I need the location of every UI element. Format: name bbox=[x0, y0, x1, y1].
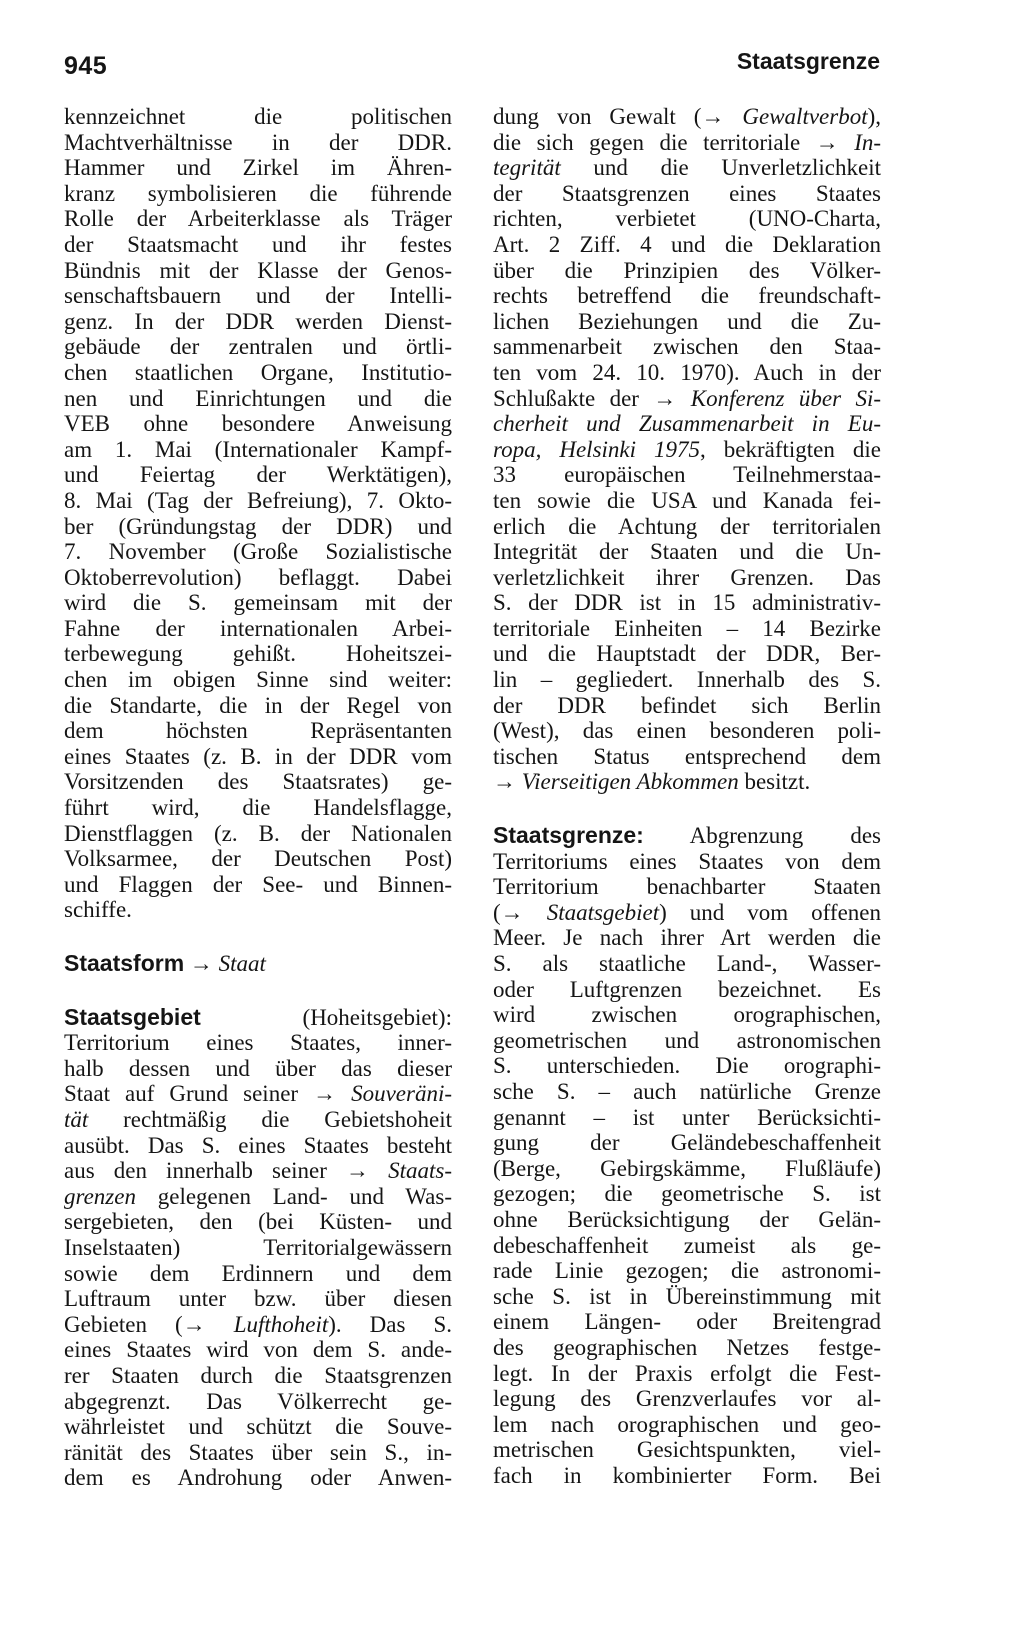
text-line: kennzeichnet die politischen bbox=[64, 104, 452, 129]
entry-staatsgrenze bbox=[493, 823, 881, 1488]
text-line: terbewegung gehißt. Hoheitszei- bbox=[64, 641, 452, 667]
text-line: 7. November (Große Sozialistische bbox=[64, 539, 452, 565]
text-line: Integrität der Staaten und die Un- bbox=[493, 539, 881, 565]
text-line: rade Linie gezogen; die astronomi- bbox=[493, 1258, 881, 1284]
cross-ref-staat[interactable]: Staat bbox=[218, 951, 266, 976]
text-line: sammenarbeit zwischen den Staa- bbox=[493, 334, 881, 360]
cross-ref-arrow: → bbox=[653, 385, 677, 411]
text-line: gebäude der zentralen und örtli- bbox=[64, 334, 452, 360]
text-line: tischen Status entsprechend dem bbox=[493, 743, 881, 769]
text-line: halb dessen und über das dieser bbox=[64, 1055, 452, 1081]
text-line: am 1. Mai (Internationaler Kampf- bbox=[64, 436, 452, 462]
cross-ref-arrow: → bbox=[815, 129, 839, 155]
text-line: Meer. Je nach ihrer Art werden die bbox=[493, 925, 881, 951]
text-line: VEB ohne besondere Anweisung bbox=[64, 411, 452, 437]
left-column bbox=[64, 104, 452, 1491]
entry-staatsgebiet bbox=[64, 1005, 452, 1491]
cross-ref-lufthoheit[interactable]: Lufthoheit bbox=[233, 1311, 329, 1337]
text-line: senschaftsbauern und der Intelli- bbox=[64, 283, 452, 309]
text-line: über die Prinzipien des Völker- bbox=[493, 257, 881, 283]
cross-ref-staatsgrenzen-cont[interactable]: grenzen bbox=[64, 1183, 136, 1209]
text-line: Oktoberrevolution) beflaggt. Dabei bbox=[64, 564, 452, 590]
text-line: S. der DDR ist in 15 administrativ- bbox=[493, 590, 881, 616]
text-line: lichen Beziehungen und die Zu- bbox=[493, 308, 881, 334]
text-line: genannt – ist unter Berücksichti- bbox=[493, 1104, 881, 1130]
text-line: führt wird, die Handelsflagge, bbox=[64, 795, 452, 821]
cross-ref-ksze[interactable]: Konferenz über Si- bbox=[690, 385, 881, 411]
text-line: der DDR befindet sich Berlin bbox=[493, 692, 881, 718]
text-line: Territorium benachbarter Staaten bbox=[493, 874, 881, 900]
text-line: ( bbox=[493, 899, 501, 925]
text-line: Staat auf Grund seiner bbox=[64, 1081, 299, 1107]
text-line: sche S. ist in Übereinstimmung mit bbox=[493, 1283, 881, 1309]
text-line: und die Unverletzlichkeit bbox=[593, 155, 881, 181]
text-line: eines Staates wird von dem S. ande- bbox=[64, 1337, 452, 1363]
text-line: rechtmäßig die Gebietshoheit bbox=[123, 1106, 452, 1132]
text-line: verletzlichkeit ihrer Grenzen. Das bbox=[493, 564, 881, 590]
text-line: S. unterschieden. Die orographi- bbox=[493, 1053, 881, 1079]
text-line: Bündnis mit der Klasse der Genos- bbox=[64, 257, 452, 283]
text-line: Dienstflaggen (z. B. der Nationalen bbox=[64, 820, 452, 846]
text-line: Vorsitzenden des Staatsrates) ge- bbox=[64, 769, 452, 795]
text-line: wird die S. gemeinsam mit der bbox=[64, 590, 452, 616]
text-line: Territorium eines Staates, inner- bbox=[64, 1030, 452, 1056]
text-line: , bekräftigten die bbox=[700, 436, 881, 462]
text-line: eines Staates (z. B. in der DDR vom bbox=[64, 743, 452, 769]
text-line: rer Staaten durch die Staatsgrenzen bbox=[64, 1362, 452, 1388]
text-line: ausübt. Das S. eines Staates besteht bbox=[64, 1132, 452, 1158]
text-line: legung des Grenzverlaufes vor al- bbox=[493, 1386, 881, 1412]
text-line: gelegenen Land- und Was- bbox=[157, 1183, 452, 1209]
text-line: rechts betreffend die freundschaft- bbox=[493, 283, 881, 309]
text-line: Luftraum unter bzw. über diesen bbox=[64, 1286, 452, 1312]
entry-staatsform bbox=[64, 951, 452, 977]
text-line: einem Längen- oder Breitengrad bbox=[493, 1309, 881, 1335]
cross-ref-staatsgebiet[interactable]: Staatsgebiet bbox=[546, 899, 660, 925]
text-line: nen und Einrichtungen und die bbox=[64, 385, 452, 411]
cross-ref-arrow: → bbox=[493, 769, 516, 795]
page-number: 945 bbox=[64, 52, 108, 80]
text-line: metrischen Gesichtspunkten, viel- bbox=[493, 1437, 881, 1463]
cross-ref-arrow: → bbox=[701, 104, 725, 129]
text-line: ten sowie die USA und Kanada fei- bbox=[493, 487, 881, 513]
text-line: geometrischen und astronomischen bbox=[493, 1027, 881, 1053]
text-line: Inselstaaten) Territorialgewässern bbox=[64, 1234, 452, 1260]
text-line: die Standarte, die in der Regel von bbox=[64, 692, 452, 718]
text-line: kranz symbolisieren die führende bbox=[64, 180, 452, 206]
text-line: die sich gegen die territoriale bbox=[493, 129, 801, 155]
text-line: dem höchsten Repräsentanten bbox=[64, 718, 452, 744]
text-line: Schlußakte der bbox=[493, 385, 639, 411]
left-text-block bbox=[64, 104, 452, 923]
cross-ref-souveraenitaet[interactable]: Souveräni- bbox=[351, 1081, 452, 1107]
cross-ref-staatsgrenzen[interactable]: Staats- bbox=[388, 1158, 452, 1184]
text-line: besitzt. bbox=[744, 769, 811, 795]
text-line: und Feiertag der Werktätigen), bbox=[64, 462, 452, 488]
text-line: dung von Gewalt ( bbox=[493, 104, 702, 129]
text-line: chen im obigen Sinne sind weiter: bbox=[64, 667, 452, 693]
text-line: ber (Gründungstag der DDR) und bbox=[64, 513, 452, 539]
text-line: und die Hauptstadt der DDR, Ber- bbox=[493, 641, 881, 667]
text-line: 8. Mai (Tag der Befreiung), 7. Okto- bbox=[64, 487, 452, 513]
text-line: des geographischen Netzes festge- bbox=[493, 1334, 881, 1360]
text-line: lin – gegliedert. Innerhalb des S. bbox=[493, 667, 881, 693]
text-line: (Berge, Gebirgskämme, Flußläufe) bbox=[493, 1155, 881, 1181]
text-line: Art. 2 Ziff. 4 und die Deklaration bbox=[493, 231, 881, 257]
text-line: legt. In der Praxis erfolgt die Fest- bbox=[493, 1360, 881, 1386]
cross-ref-integritaet-cont[interactable]: tegrität bbox=[493, 155, 561, 181]
cross-ref-souveraenitaet-cont[interactable]: tät bbox=[64, 1106, 89, 1132]
text-line: Machtverhältnisse in der DDR. bbox=[64, 129, 452, 155]
text-line: sche S. – auch natürliche Grenze bbox=[493, 1078, 881, 1104]
text-line: (West), das einen besonderen poli- bbox=[493, 718, 881, 744]
cross-ref-arrow: → bbox=[346, 1158, 370, 1184]
cross-ref-arrow: → bbox=[182, 1311, 206, 1337]
cross-ref-ksze-cont[interactable]: ropa, Helsinki 1975 bbox=[493, 436, 701, 462]
text-line: Volksarmee, der Deutschen Post) bbox=[64, 846, 452, 872]
text-line: Gebieten ( bbox=[64, 1311, 183, 1337]
headword-staatsform: Staatsform bbox=[64, 950, 185, 976]
cross-ref-integritaet[interactable]: In- bbox=[854, 129, 881, 155]
text-line: gezogen; die geometrische S. ist bbox=[493, 1181, 881, 1207]
text-line: ohne Berücksichtigung der Gelän- bbox=[493, 1206, 881, 1232]
text-line: territoriale Einheiten – 14 Bezirke bbox=[493, 615, 881, 641]
text-line: ränität des Staates über sein S., in- bbox=[64, 1439, 452, 1465]
text-line: chen staatlichen Organe, Institutio- bbox=[64, 359, 452, 385]
text-line: der Staatsmacht und ihr festes bbox=[64, 231, 452, 257]
cross-ref-vierseitiges-abkommen[interactable]: Vierseitigen Abkommen bbox=[521, 769, 739, 795]
text-line: lem nach orographischen und geo- bbox=[493, 1411, 881, 1437]
text-line: Abgrenzung des bbox=[689, 823, 881, 849]
text-line: ), bbox=[867, 104, 881, 129]
text-line: ten vom 24. 10. 1970). Auch in der bbox=[493, 359, 881, 385]
cross-ref-arrow: → bbox=[500, 899, 524, 925]
text-line: fach in kombinierter Form. Bei bbox=[493, 1462, 881, 1488]
text-line: aus den innerhalb seiner bbox=[64, 1158, 327, 1184]
text-line: dem es Androhung oder Anwen- bbox=[64, 1465, 452, 1491]
text-line: ) und vom offenen bbox=[659, 899, 881, 925]
text-line: abgegrenzt. Das Völkerrecht ge- bbox=[64, 1388, 452, 1414]
text-line: oder Luftgrenzen bezeichnet. Es bbox=[493, 976, 881, 1002]
cross-ref-gewaltverbot[interactable]: Gewaltverbot bbox=[742, 104, 868, 129]
text-line: debeschaffenheit zumeist als ge- bbox=[493, 1232, 881, 1258]
text-line: gung der Geländebeschaffenheit bbox=[493, 1130, 881, 1156]
text-line: richten, verbietet (UNO-Charta, bbox=[493, 206, 881, 232]
text-line: sergebieten, den (bei Küsten- und bbox=[64, 1209, 452, 1235]
running-head: Staatsgrenze bbox=[736, 48, 880, 74]
headword-staatsgrenze: Staatsgrenze: bbox=[493, 823, 644, 849]
text-line: währleistet und schützt die Souve- bbox=[64, 1414, 452, 1440]
text-line: sowie dem Erdinnern und dem bbox=[64, 1260, 452, 1286]
headword-staatsgebiet: Staatsgebiet bbox=[64, 1004, 201, 1030]
text-line: (Hoheitsgebiet): bbox=[302, 1004, 452, 1030]
text-line: schiffe. bbox=[64, 897, 132, 923]
text-line: ). Das S. bbox=[328, 1311, 452, 1337]
text-line: wird zwischen orographischen, bbox=[493, 1002, 881, 1028]
text-line: der Staatsgrenzen eines Staates bbox=[493, 180, 881, 206]
text-line: 33 europäischen Teilnehmerstaa- bbox=[493, 462, 881, 488]
cross-ref-arrow: → bbox=[313, 1081, 337, 1107]
text-line: und Flaggen der See- und Binnen- bbox=[64, 871, 452, 897]
text-line: Territoriums eines Staates von dem bbox=[493, 848, 881, 874]
text-line: Hammer und Zirkel im Ähren- bbox=[64, 155, 452, 181]
text-line: Fahne der internationalen Arbei- bbox=[64, 615, 452, 641]
text-line: erlich die Achtung der territorialen bbox=[493, 513, 881, 539]
text-line: Rolle der Arbeiterklasse als Träger bbox=[64, 206, 452, 232]
cross-ref-ksze-cont[interactable]: cherheit und Zusammenarbeit in Eu- bbox=[493, 411, 881, 437]
text-line: S. als staatliche Land-, Wasser- bbox=[493, 951, 881, 976]
right-column bbox=[493, 104, 881, 1488]
cross-ref-arrow: → bbox=[189, 951, 213, 976]
text-line: genz. In der DDR werden Dienst- bbox=[64, 308, 452, 334]
